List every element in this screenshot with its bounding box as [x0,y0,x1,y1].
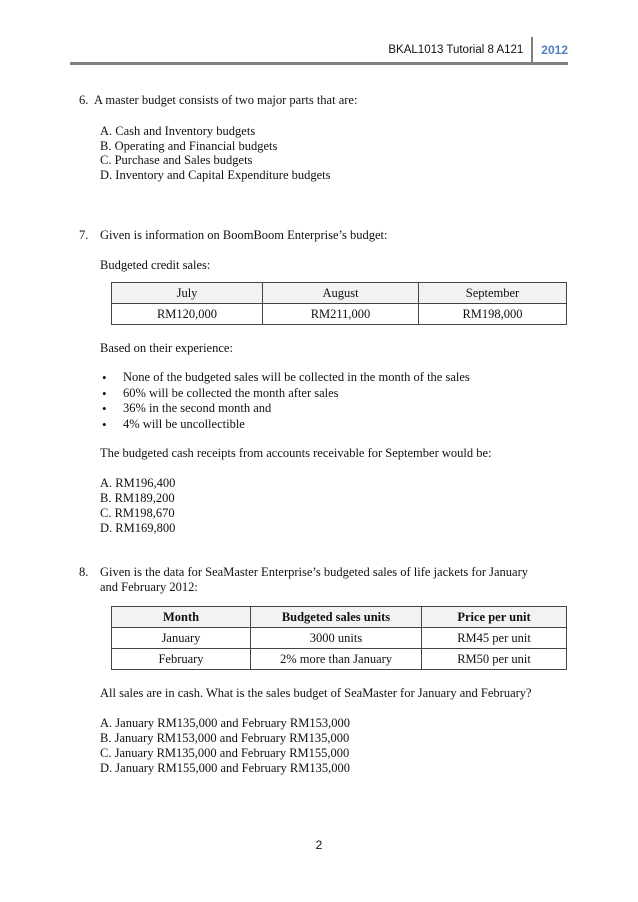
q6-option-b: B. Operating and Financial budgets [100,139,278,153]
sales-data-table [111,606,567,670]
q8-option-b: B. January RM153,000 and February RM135,000 [100,731,350,745]
table-cell: January [112,628,251,649]
table-header-row [112,607,567,628]
course-title: BKAL1013 Tutorial 8 A121 [388,44,524,56]
table-row [112,304,567,325]
q7-option-b: B. RM189,200 [100,491,175,505]
header-year: 2012 [541,43,568,57]
list-item: • 60% will be collected the month after sales [100,386,470,402]
question-8-text-line1: Given is the data for SeaMaster Enterprise’s budgeted sales of life jackets for January [100,565,528,579]
question-number: 8. [79,565,89,579]
table-cell: RM198,000 [419,304,567,325]
table-caption: Budgeted credit sales: [100,258,211,272]
table-header-cell: August [263,283,419,304]
table-cell: RM120,000 [112,304,263,325]
table-header-cell: Budgeted sales units [251,607,422,628]
question-7-text: Given is information on BoomBoom Enterprise’s budget: [100,228,388,242]
q7-option-d: D. RM169,800 [100,521,176,535]
table-header-row [112,283,567,304]
table-cell: RM45 per unit [422,628,567,649]
list-item: • 4% will be uncollectible [100,417,470,433]
q8-option-d: D. January RM155,000 and February RM135,000 [100,761,350,775]
list-item: • 36% in the second month and [100,401,470,417]
q8-question: All sales are in cash. What is the sales budget of SeaMaster for January and February? [100,686,532,700]
question-number: 6. [79,93,89,107]
table-cell: 2% more than January [251,649,422,670]
page-header [388,36,568,64]
table-row [112,628,567,649]
table-header-cell: September [419,283,567,304]
q8-option-a: A. January RM135,000 and February RM153,000 [100,716,350,730]
q6-option-d: D. Inventory and Capital Expenditure budgets [100,168,331,182]
q8-option-c: C. January RM135,000 and February RM155,000 [100,746,350,760]
table-cell: RM211,000 [263,304,419,325]
question-8-text-line2: and February 2012: [100,580,198,594]
question-text: A master budget consists of two major parts that are: [93,93,358,107]
q6-option-a: A. Cash and Inventory budgets [100,124,256,138]
table-header-cell: July [112,283,263,304]
credit-sales-table [111,282,567,325]
q7-option-c: C. RM198,670 [100,506,175,520]
q7-question: The budgeted cash receipts from accounts receivable for September would be: [100,446,492,460]
question-number: 7. [79,228,89,242]
page-number: 2 [315,838,323,852]
table-cell: 3000 units [251,628,422,649]
collection-assumptions [100,370,470,432]
question-6 [79,93,357,108]
q7-option-a: A. RM196,400 [100,476,176,490]
header-rule [70,62,568,65]
experience-intro: Based on their experience: [100,341,233,355]
table-cell: February [112,649,251,670]
table-header-cell: Month [112,607,251,628]
table-header-cell: Price per unit [422,607,567,628]
list-item: • None of the budgeted sales will be collected in the month of the sales [100,370,470,386]
q6-option-c: C. Purchase and Sales budgets [100,153,253,167]
table-row [112,649,567,670]
table-cell: RM50 per unit [422,649,567,670]
